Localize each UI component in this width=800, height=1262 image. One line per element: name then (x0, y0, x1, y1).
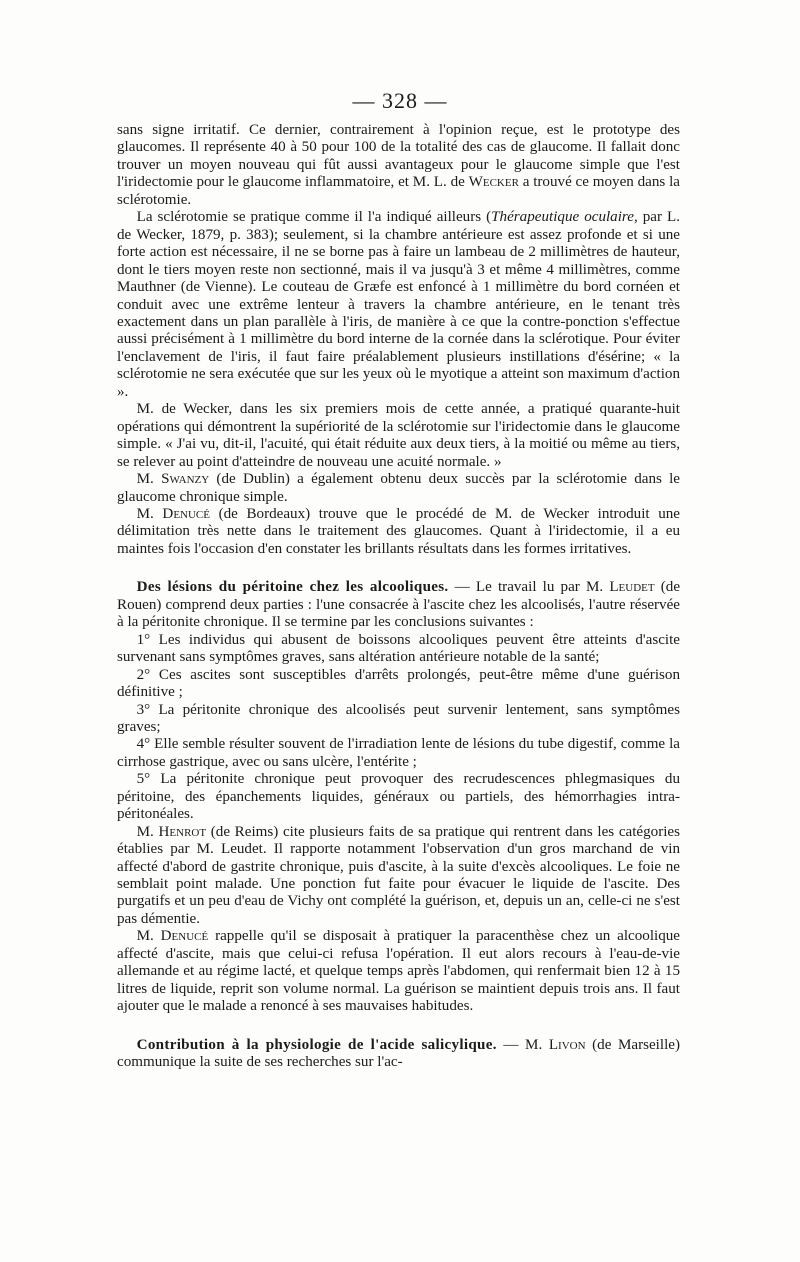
section-salicylic-acid (117, 1037, 680, 1072)
book-reference: Thérapeutique oculaire (491, 209, 634, 226)
text-run: (de Bordeaux) trouve que le procédé de M. de Wecker introduit une délimitation très nette dans le traitement des glaucomes. Quant à l'iridectomie, il a eu maintes fois l'occasion d'en constater les brillants résultats dans les formes irritatives. (117, 505, 680, 557)
author-name: Leudet (609, 579, 655, 596)
text-run: rappelle qu'il se disposait à pratiquer la paracenthèse chez un alcoolique affecté d'ascite, mais que celui-ci refusa l'opération. Il eut alors recours à l'eau-de-vie allemande et au régime lacté, et quelque temps après l'abdomen, qui renfermait bien 12 à 15 litres de liquide, reprit son volume normal. La guérison se maintient depuis trois ans. Il faut ajouter que le malade a renoncé à ses mauvaises habitudes. (117, 928, 680, 1015)
section-peritoneum (117, 579, 680, 631)
text-run: (de Dublin) a également obtenu deux succès par la sclérotomie dans le glaucome chronique simple. (117, 471, 681, 505)
conclusion-3: 3° La péritonite chronique des alcoolisés peut survenir lentement, sans symptômes graves; (117, 701, 680, 735)
text-run: (de Marseille) communique la suite de ses recherches sur l'ac- (117, 1036, 680, 1071)
author-name: Henrot (158, 823, 207, 840)
conclusion-5: 5° La péritonite chronique peut provoquer des recrudescences phlegmasiques du péritoine, des épanchements liquides, généraux ou partiels, des hémorrhagies intra-péritonéales. (117, 771, 680, 823)
conclusion-2: 2° Ces ascites sont susceptibles d'arrêts prolongés, peut-être même d'une guérison définitive ; (117, 666, 680, 701)
paragraph-henrot (117, 824, 680, 929)
author-name: Livon (548, 1036, 586, 1053)
page-number: — 328 — (352, 88, 448, 113)
paragraph-swanzy (117, 471, 680, 506)
author-name: Denucé (162, 505, 210, 522)
text-run: a trouvé ce moyen dans la sclérotomie. (117, 174, 680, 208)
text-run: M. (136, 505, 163, 522)
text-run: M. (136, 471, 162, 488)
paragraph-denuce-ascites (117, 928, 680, 1015)
paragraph-denuce (117, 506, 680, 558)
conclusion-4: 4° Elle semble résulter souvent de l'irradiation lente de lésions du tube digestif, comme la cirrhose gastrique, avec ou sans ulcère, l'entérite ; (117, 736, 680, 770)
section-heading: Contribution à la physiologie de l'acide salicylique. (136, 1036, 497, 1053)
text-run: (de Rouen) comprend deux parties : l'une consacrée à l'ascite chez les alcoolisés, l'autre réservée à la péritonite chronique. Il se termine par les conclusions suivantes : (117, 579, 681, 631)
author-name: Wecker (468, 174, 519, 191)
text-run: M. (136, 823, 159, 840)
paragraph-sclerotomy-technique (117, 209, 680, 401)
author-name: Swanzy (161, 471, 210, 488)
author-name: Denucé (160, 928, 209, 945)
paragraph-wecker-results: M. de Wecker, dans les six premiers mois de cette année, a pratiqué quarante-huit opérations qui démontrent la supériorité de la sclérotomie sur l'iridectomie dans le glaucome simple. « J'ai vu, dit-il, l'acuité, qui était réduite aux deux tiers, à la moitié ou même au tiers, se relever au point d'atteindre de nouveau une acuité normale. » (117, 401, 680, 470)
text-run: La sclérotomie se pratique comme il l'a indiqué ailleurs ( (136, 209, 492, 226)
conclusion-1: 1° Les individus qui abusent de boissons alcooliques peuvent être atteints d'ascite survenant sans symptômes graves, sans altération antérieure notable de la santé; (117, 631, 680, 666)
text-run: M. (136, 928, 161, 945)
text-run: , par L. de Wecker, 1879, p. 383); seulement, si la chambre antérieure est assez profonde et si une forte action est nécessaire, il ne se borne pas à faire un lambeau de 2 millimètres de hauteur, dont le tiers moyen reste non sectionné, mais il va jusqu'à 3 et même 4 millimètres, comme Mauthner (de Vienne). Le couteau de Græfe est enfoncé à 1 millimètre du bord cornéen et conduit avec une extrême lenteur à travers la chambre antérieure, en le tenant très exactement dans un plan parallèle à l'iris, de manière à ce que la contre-ponction s'effectue aussi précisément à 1 millimètre du bord interne de la cornée dans la sclérotique. Pour éviter l'enclavement de l'iris, il faut faire préalablement plusieurs instillations d'ésérine; « la sclérotomie ne sera exécutée que sur les yeux où le myotique a atteint son maximum d'action ». (117, 209, 680, 400)
body-text (117, 122, 680, 1072)
text-run: — M. (496, 1036, 549, 1053)
paragraph-glaucoma-intro (117, 122, 680, 209)
text-run: sans signe irritatif. Ce dernier, contrairement à l'opinion reçue, est le prototype des glaucomes. Il représente 40 à 50 pour 100 de la totalité des cas de glaucome. Il fallait donc trouver un moyen nouveau qui fût aussi avantageux pour le glaucome simple que l'est l'iridectomie pour le glaucome inflammatoire, et M. L. de (117, 122, 680, 191)
section-heading: Des lésions du péritoine chez les alcooliques. (136, 579, 449, 596)
text-run: — Le travail lu par M. (448, 579, 610, 596)
text-run: (de Reims) cite plusieurs faits de sa pratique qui rentrent dans les catégories établies par M. Leudet. Il rapporte notamment l'observation d'un gros marchand de vin affecté d'abord de gastrite chronique, puis d'ascite, à la suite d'excès alcooliques. Le foie ne semblait point malade. Une ponction fut faite pour évacuer le liquide de l'ascite. Des purgatifs et un peu d'eau de Vichy ont complété la guérison, et, depuis un an, celle-ci ne s'est pas démentie. (117, 823, 681, 927)
